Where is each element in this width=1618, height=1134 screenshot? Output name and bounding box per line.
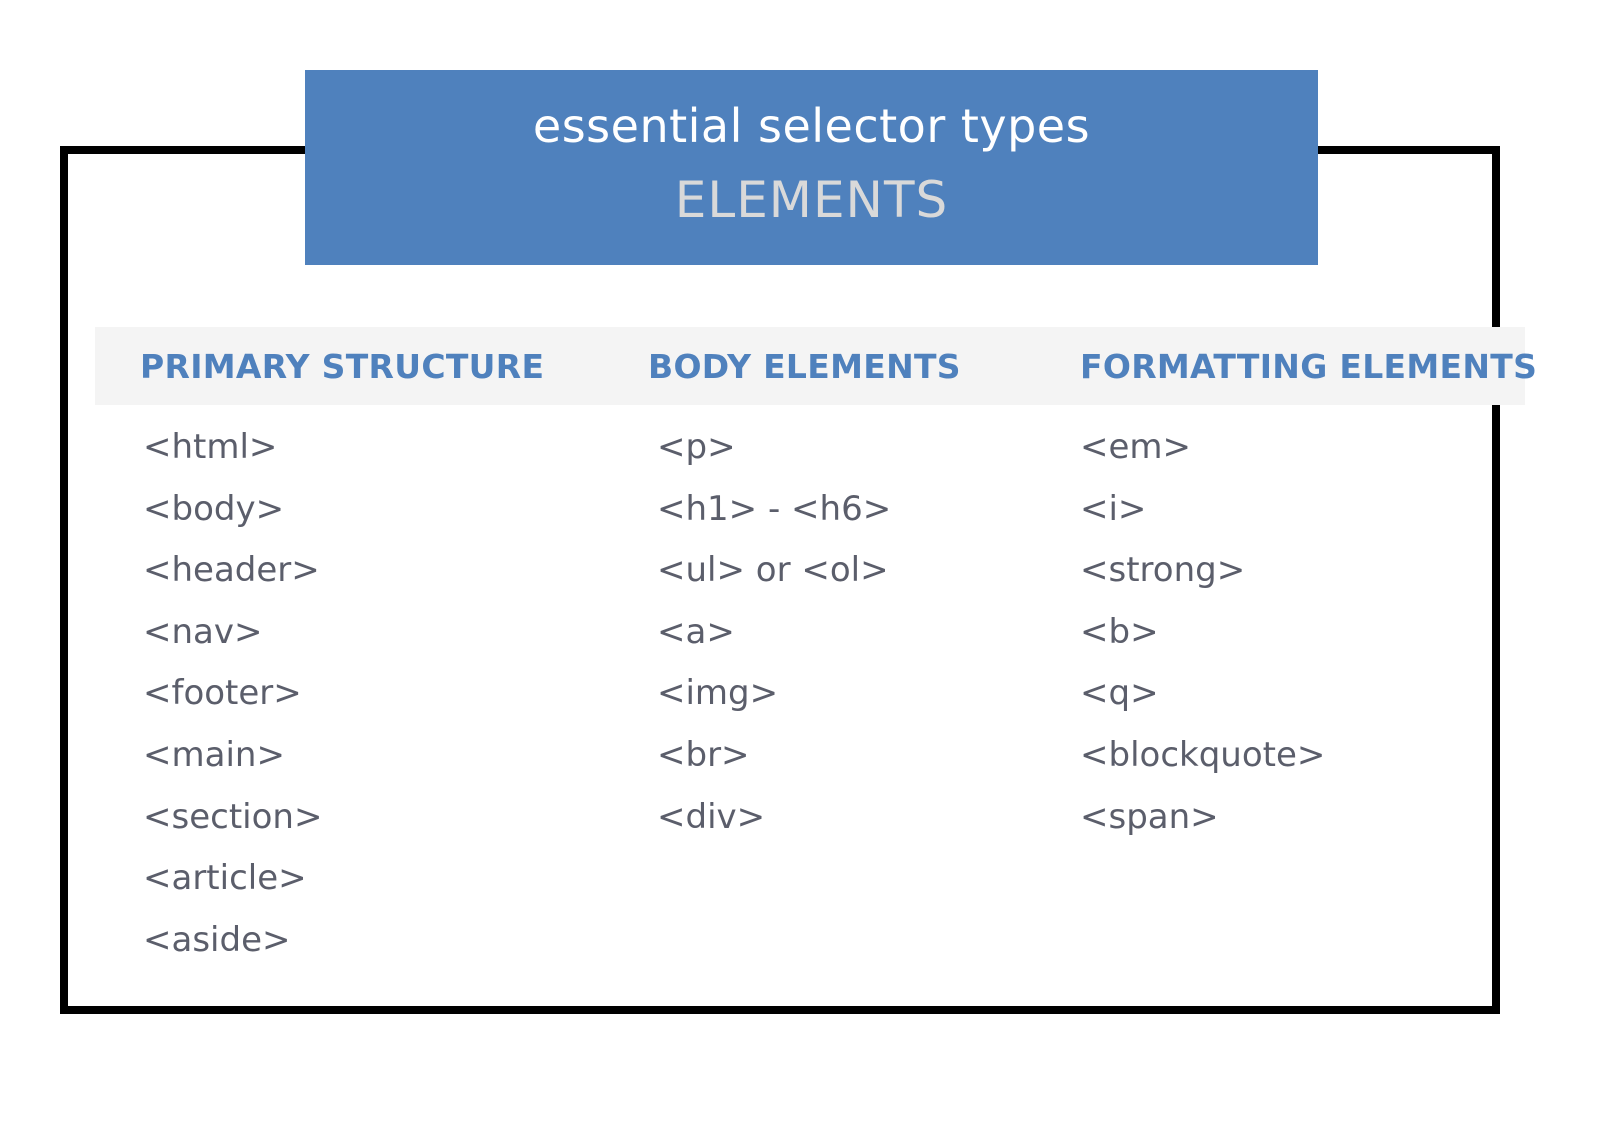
list-item: <a> bbox=[657, 611, 735, 652]
list-item: <p> bbox=[657, 427, 736, 467]
list-item: <h1> - <h6> bbox=[657, 488, 892, 529]
list-item: <strong> bbox=[1080, 550, 1246, 591]
primary-structure-list bbox=[143, 425, 322, 979]
list-item: <body> bbox=[143, 488, 285, 529]
title-heading: ELEMENTS bbox=[674, 171, 949, 229]
list-item: <main> bbox=[143, 734, 285, 775]
list-item: <div> bbox=[657, 796, 766, 837]
list-item: <header> bbox=[143, 550, 320, 591]
list-item: <ul> or <ol> bbox=[657, 550, 889, 591]
body-elements-list bbox=[657, 425, 891, 856]
list-item: <section> bbox=[143, 796, 323, 837]
list-item: <html> bbox=[143, 427, 278, 467]
list-item: <blockquote> bbox=[1080, 734, 1326, 775]
title-subtitle: essential selector types bbox=[532, 99, 1091, 153]
list-item: <span> bbox=[1080, 796, 1219, 837]
list-item: <aside> bbox=[143, 919, 291, 960]
column-header-primary-structure: PRIMARY STRUCTURE bbox=[140, 347, 545, 386]
list-item: <q> bbox=[1080, 673, 1159, 714]
column-header-formatting-elements: FORMATTING ELEMENTS bbox=[1080, 347, 1538, 386]
list-item: <b> bbox=[1080, 611, 1159, 652]
list-item: <img> bbox=[657, 673, 779, 714]
formatting-elements-list bbox=[1080, 425, 1325, 856]
list-item: <em> bbox=[1080, 427, 1192, 467]
list-item: <nav> bbox=[143, 611, 263, 652]
list-item: <footer> bbox=[143, 673, 302, 714]
list-item: <br> bbox=[657, 734, 750, 775]
list-item: <i> bbox=[1080, 488, 1147, 529]
list-item: <article> bbox=[143, 858, 307, 899]
column-header-body-elements: BODY ELEMENTS bbox=[648, 347, 961, 386]
title-banner bbox=[305, 70, 1318, 265]
